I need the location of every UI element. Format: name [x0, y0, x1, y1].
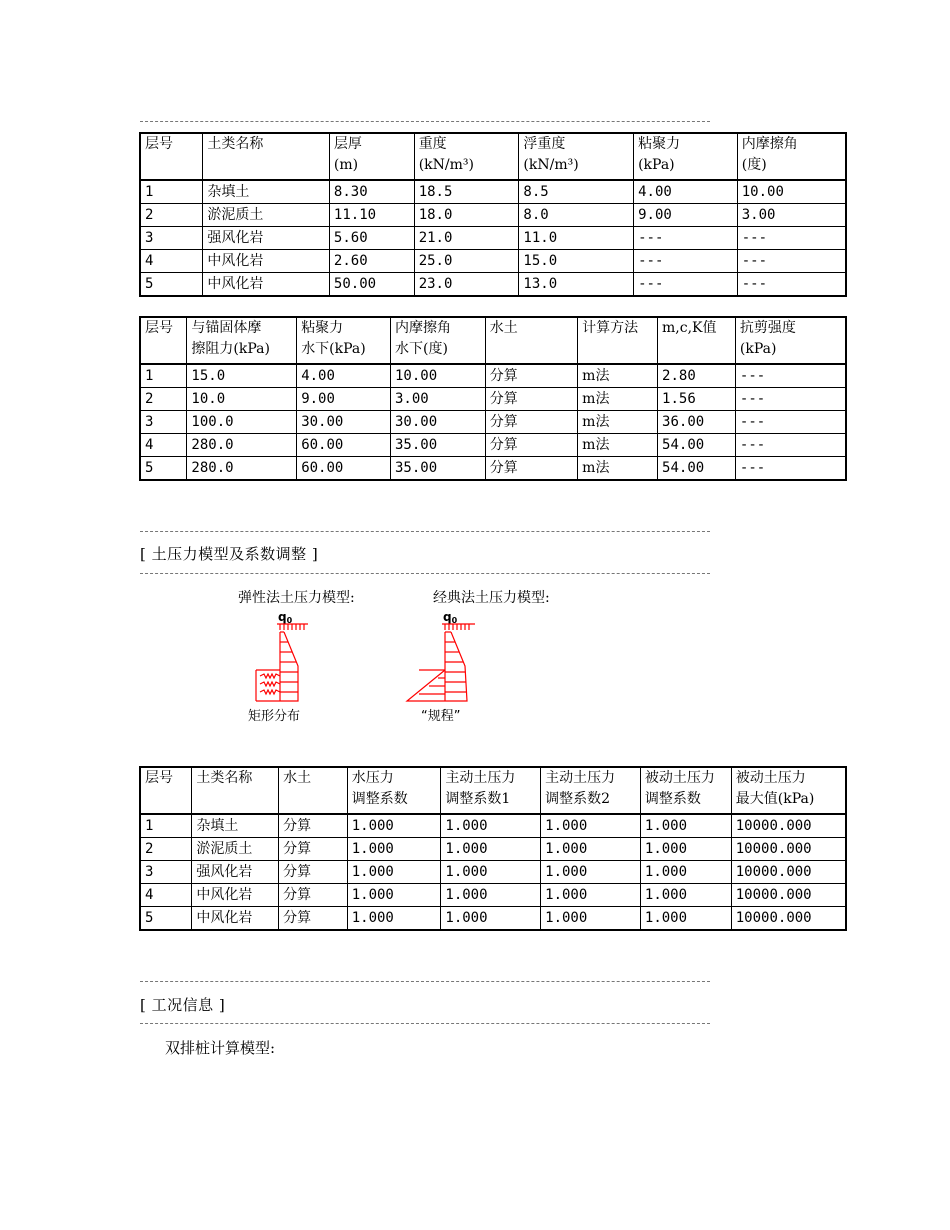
- table-cell: ---: [735, 411, 846, 434]
- header-text: 水土: [489, 320, 518, 336]
- table-cell: 10000.000: [731, 907, 846, 931]
- table-row: [140, 411, 846, 434]
- table-cell: 1.000: [441, 838, 541, 861]
- table-cell: 3: [140, 861, 192, 884]
- table-cell: 1.000: [640, 861, 731, 884]
- table-cell: 54.00: [658, 434, 736, 457]
- header-text: 抗剪强度: [739, 320, 796, 336]
- header-cell: [279, 767, 348, 814]
- table-cell: ---: [737, 227, 846, 250]
- table-cell: 10000.000: [731, 861, 846, 884]
- table-cell: 分算: [279, 907, 348, 931]
- table-cell: 分算: [279, 884, 348, 907]
- table-cell: 强风化岩: [203, 227, 330, 250]
- header-text: (kN/m³): [418, 157, 474, 173]
- table-cell: 1.000: [441, 907, 541, 931]
- table-row: [140, 364, 846, 388]
- table-cell: 15.0: [187, 364, 297, 388]
- table-cell: ---: [735, 388, 846, 411]
- table-cell: 18.0: [414, 204, 519, 227]
- table-cell: 280.0: [187, 457, 297, 481]
- table-cell: 30.00: [297, 411, 391, 434]
- table-cell: 9.00: [634, 204, 738, 227]
- table-cell: 1: [140, 364, 187, 388]
- divider: [140, 1023, 710, 1024]
- table-cell: 1.000: [640, 814, 731, 838]
- header-cell: [347, 767, 441, 814]
- table-cell: 4: [140, 884, 192, 907]
- table-cell: 4.00: [297, 364, 391, 388]
- pressure-coefficient-table: [139, 766, 847, 931]
- table-row: [140, 838, 846, 861]
- table-cell: 2: [140, 838, 192, 861]
- header-text: 重度: [418, 136, 447, 152]
- table-cell: 淤泥质土: [203, 204, 330, 227]
- table-cell: 21.0: [414, 227, 519, 250]
- header-text: (kPa): [638, 157, 675, 173]
- table-cell: ---: [735, 457, 846, 481]
- table-cell: 1.000: [347, 861, 441, 884]
- header-text: 被动土压力: [735, 770, 806, 786]
- table-cell: 35.00: [390, 434, 485, 457]
- table-cell: 中风化岩: [192, 884, 279, 907]
- table-cell: 10.0: [187, 388, 297, 411]
- table-row: [140, 388, 846, 411]
- table-cell: 4: [140, 434, 187, 457]
- double-row-pile-model-label: 双排桩计算模型:: [165, 1039, 276, 1057]
- header-text: 土类名称: [196, 770, 253, 786]
- table-cell: 5: [140, 273, 203, 297]
- table-cell: 4.00: [634, 180, 738, 204]
- table-cell: 中风化岩: [203, 273, 330, 297]
- table-row: [140, 884, 846, 907]
- elastic-earth-pressure-diagram: [240, 606, 330, 726]
- header-cell: [634, 133, 738, 180]
- header-text: 浮重度: [523, 136, 566, 152]
- header-text: 层号: [145, 770, 173, 786]
- table-row: [140, 227, 846, 250]
- table-cell: 3: [140, 411, 187, 434]
- table-cell: 分算: [485, 388, 577, 411]
- table-cell: 8.5: [519, 180, 634, 204]
- table-cell: 4: [140, 250, 203, 273]
- table-cell: 1.000: [541, 838, 641, 861]
- table-cell: 1.000: [541, 907, 641, 931]
- header-cell: [203, 133, 330, 180]
- table-header-row: [140, 133, 846, 180]
- table-cell: 中风化岩: [192, 907, 279, 931]
- table-cell: 100.0: [187, 411, 297, 434]
- table-cell: 2.60: [329, 250, 414, 273]
- table-row: [140, 814, 846, 838]
- table-cell: m法: [578, 434, 658, 457]
- table-cell: 1.000: [541, 884, 641, 907]
- header-cell: [578, 317, 658, 364]
- header-text: 调整系数2: [545, 791, 611, 807]
- table-header-row: [140, 767, 846, 814]
- table-cell: 1.56: [658, 388, 736, 411]
- table-cell: 1.000: [441, 884, 541, 907]
- table-cell: 1.000: [441, 814, 541, 838]
- table-header-row: [140, 317, 846, 364]
- table-cell: 1.000: [541, 861, 641, 884]
- table-cell: 5: [140, 907, 192, 931]
- table-cell: 3: [140, 227, 203, 250]
- header-cell: [329, 133, 414, 180]
- header-text: 调整系数: [644, 791, 701, 807]
- header-text: 水压力: [351, 770, 394, 786]
- table-cell: 1.000: [640, 838, 731, 861]
- table-cell: 分算: [485, 434, 577, 457]
- table-cell: 11.0: [519, 227, 634, 250]
- q0-label: q0: [443, 610, 458, 625]
- header-cell: [541, 767, 641, 814]
- table-cell: 杂填土: [192, 814, 279, 838]
- table-cell: 10000.000: [731, 814, 846, 838]
- header-text: (kPa): [739, 341, 777, 357]
- header-text: 调整系数: [351, 791, 408, 807]
- table-cell: 8.30: [329, 180, 414, 204]
- divider: [140, 531, 710, 532]
- table-cell: ---: [634, 250, 738, 273]
- table-cell: 分算: [279, 838, 348, 861]
- divider: [140, 573, 710, 574]
- header-text: 粘聚力: [301, 320, 344, 336]
- table-cell: 分算: [485, 411, 577, 434]
- header-text: 与锚固体摩: [191, 320, 262, 336]
- header-cell: [658, 317, 736, 364]
- header-cell: [640, 767, 731, 814]
- table-cell: 5.60: [329, 227, 414, 250]
- table-cell: ---: [737, 250, 846, 273]
- header-cell: [297, 317, 391, 364]
- table-cell: 强风化岩: [192, 861, 279, 884]
- table-row: [140, 204, 846, 227]
- table-cell: 50.00: [329, 273, 414, 297]
- divider: [140, 981, 710, 982]
- table-cell: 分算: [279, 814, 348, 838]
- table-cell: 2: [140, 204, 203, 227]
- header-text: 层厚: [333, 136, 362, 152]
- table-cell: 1: [140, 814, 192, 838]
- header-text: 最大值(kPa): [735, 791, 815, 807]
- table-cell: 1: [140, 180, 203, 204]
- table-cell: 9.00: [297, 388, 391, 411]
- header-cell: [737, 133, 846, 180]
- table-cell: 3.00: [390, 388, 485, 411]
- header-text: 主动土压力: [445, 770, 516, 786]
- table-cell: 1.000: [347, 907, 441, 931]
- header-text: 计算方法: [582, 320, 639, 336]
- q0-label: q0: [278, 610, 293, 625]
- table-row: [140, 907, 846, 931]
- table-row: [140, 273, 846, 297]
- table-row: [140, 457, 846, 481]
- header-text: 水下(度): [394, 341, 448, 357]
- header-text: (m): [333, 157, 359, 173]
- table-cell: 15.0: [519, 250, 634, 273]
- table-cell: 淤泥质土: [192, 838, 279, 861]
- header-text: (kN/m³): [523, 157, 579, 173]
- table-cell: ---: [735, 434, 846, 457]
- header-cell: [519, 133, 634, 180]
- table-cell: 5: [140, 457, 187, 481]
- header-text: 内摩擦角: [394, 320, 451, 336]
- table-row: [140, 434, 846, 457]
- table-cell: 1.000: [347, 814, 441, 838]
- header-text: 层号: [145, 320, 173, 336]
- table-cell: 杂填土: [203, 180, 330, 204]
- table-cell: 3.00: [737, 204, 846, 227]
- table-cell: 25.0: [414, 250, 519, 273]
- table-cell: 分算: [485, 364, 577, 388]
- table-cell: 1.000: [347, 884, 441, 907]
- table-cell: 2: [140, 388, 187, 411]
- table-cell: 分算: [279, 861, 348, 884]
- elastic-model-caption: 弹性法土压力模型:: [238, 590, 355, 606]
- header-text: m,c,K值: [662, 320, 717, 336]
- elastic-model-label: 矩形分布: [248, 709, 301, 724]
- table-cell: m法: [578, 457, 658, 481]
- table-cell: 60.00: [297, 434, 391, 457]
- header-text: (度): [741, 157, 767, 173]
- table-cell: 分算: [485, 457, 577, 481]
- table-cell: m法: [578, 388, 658, 411]
- table-cell: 280.0: [187, 434, 297, 457]
- table-cell: 10000.000: [731, 884, 846, 907]
- header-cell: [441, 767, 541, 814]
- table-cell: 10000.000: [731, 838, 846, 861]
- table-cell: 1.000: [541, 814, 641, 838]
- header-cell: [390, 317, 485, 364]
- header-text: 擦阻力(kPa): [191, 341, 270, 357]
- header-text: 水土: [283, 770, 312, 786]
- header-text: 水下(kPa): [301, 341, 366, 357]
- section-title: [ 工况信息 ]: [140, 996, 226, 1014]
- header-cell: [140, 133, 203, 180]
- table-cell: 30.00: [390, 411, 485, 434]
- classic-earth-pressure-diagram: [405, 606, 505, 726]
- table-cell: m法: [578, 364, 658, 388]
- divider: [140, 121, 710, 122]
- table-cell: 1.000: [640, 907, 731, 931]
- table-cell: ---: [737, 273, 846, 297]
- table-cell: 23.0: [414, 273, 519, 297]
- table-row: [140, 180, 846, 204]
- soil-layer-table: [139, 132, 847, 297]
- section-title: [ 土压力模型及系数调整 ]: [140, 545, 319, 563]
- header-cell: [192, 767, 279, 814]
- table-cell: m法: [578, 411, 658, 434]
- table-cell: 1.000: [347, 838, 441, 861]
- table-cell: 10.00: [390, 364, 485, 388]
- table-row: [140, 250, 846, 273]
- table-cell: 2.80: [658, 364, 736, 388]
- table-cell: 35.00: [390, 457, 485, 481]
- classic-model-caption: 经典法土压力模型:: [433, 590, 550, 606]
- header-text: 主动土压力: [545, 770, 616, 786]
- header-cell: [414, 133, 519, 180]
- classic-model-label: “规程”: [421, 709, 461, 724]
- table-cell: 60.00: [297, 457, 391, 481]
- header-cell: [485, 317, 577, 364]
- header-cell: [735, 317, 846, 364]
- table-cell: 10.00: [737, 180, 846, 204]
- table-cell: 13.0: [519, 273, 634, 297]
- table-cell: 1.000: [441, 861, 541, 884]
- header-cell: [140, 317, 187, 364]
- header-text: 土类名称: [207, 136, 264, 152]
- header-cell: [731, 767, 846, 814]
- table-row: [140, 861, 846, 884]
- header-text: 内摩擦角: [741, 136, 798, 152]
- header-text: 粘聚力: [638, 136, 681, 152]
- header-text: 层号: [145, 136, 173, 152]
- table-cell: 54.00: [658, 457, 736, 481]
- anchor-parameter-table: [139, 316, 847, 481]
- header-text: 调整系数1: [445, 791, 511, 807]
- header-cell: [187, 317, 297, 364]
- table-cell: ---: [634, 273, 738, 297]
- table-cell: ---: [634, 227, 738, 250]
- header-cell: [140, 767, 192, 814]
- table-cell: 36.00: [658, 411, 736, 434]
- table-cell: 18.5: [414, 180, 519, 204]
- table-cell: 中风化岩: [203, 250, 330, 273]
- table-cell: 11.10: [329, 204, 414, 227]
- table-cell: 1.000: [640, 884, 731, 907]
- table-cell: 8.0: [519, 204, 634, 227]
- table-cell: ---: [735, 364, 846, 388]
- header-text: 被动土压力: [644, 770, 715, 786]
